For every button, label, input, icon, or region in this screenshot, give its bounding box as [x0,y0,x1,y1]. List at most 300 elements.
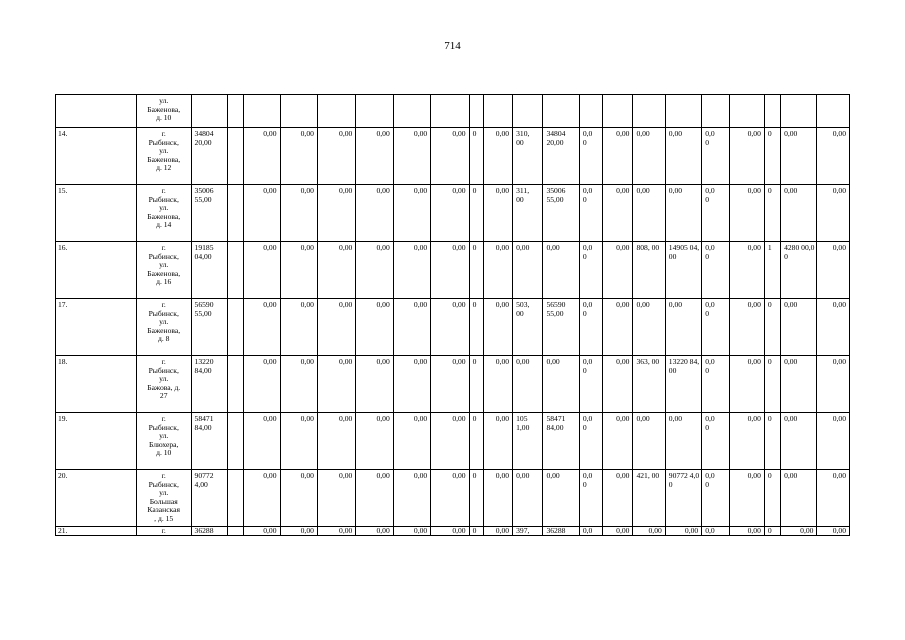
cell-c17-line: 0 [705,137,709,147]
cell-c18: 0,00 [729,242,764,299]
cell-address-line: Баженова, [147,211,181,221]
cell-total-line: 13220 [194,357,214,366]
cell-address-line: г. [161,357,166,366]
cell-address-line: Рыбинск, [148,308,179,318]
cell-c12-line: 0,00 [546,357,560,366]
cell-c7: 0,00 [393,242,430,299]
cell-c11-line: 0,00 [516,357,530,366]
cell-address [136,128,191,185]
cell-c11-line: 311, [516,186,530,195]
cell-total [191,356,227,413]
cell-c14: 0,00 [603,185,633,242]
cell-c11-line: 0,00 [516,243,530,252]
cell-total-line: 19185 [194,243,214,252]
cell-empty [633,95,665,128]
cell-empty [317,95,355,128]
cell-address-line: ул. [159,146,169,156]
cell-c13 [579,299,602,356]
cell-empty [543,95,579,128]
cell-empty [665,95,701,128]
cell-c12 [543,299,579,356]
cell-c3: 0,00 [244,128,280,185]
cell-c18: 0,00 [729,527,764,536]
cell-address-line: Рыбинск, [148,365,179,375]
cell-c17-line: 0,0 [705,357,715,366]
cell-c13 [579,242,602,299]
cell-c13-line: 0,0 [582,300,593,309]
cell-empty [431,95,469,128]
cell-c14: 0,00 [603,242,633,299]
cell-c6: 0,00 [356,470,393,527]
cell-c6: 0,00 [356,299,393,356]
cell-c16: 13220 84,00 [665,356,701,413]
cell-c8: 0,00 [431,413,469,470]
cell-address [136,95,191,128]
cell-c5: 0,00 [317,242,355,299]
cell-c7: 0,00 [393,128,430,185]
cell-c19: 0 [764,470,780,527]
cell-c6: 0,00 [356,128,393,185]
cell-c3: 0,00 [244,470,280,527]
cell-c21: 0,00 [817,299,850,356]
cell-address-line: Баженова, [147,325,181,335]
cell-c12-line: 84,00 [546,422,564,432]
cell-total [191,185,227,242]
cell-c8: 0,00 [431,299,469,356]
cell-c10: 0,00 [483,299,512,356]
cell-address-line: ул. [159,374,169,384]
cell-c12-line: 0,00 [546,243,560,252]
cell-c5: 0,00 [317,128,355,185]
cell-c13 [579,356,602,413]
cell-c17-line: 0,0 [705,129,715,138]
cell-address [136,356,191,413]
cell-c15: 363, 00 [633,356,665,413]
cell-c7: 0,00 [393,413,430,470]
cell-c4: 0,00 [280,527,317,536]
cell-c10: 0,00 [483,413,512,470]
cell-address-line: Рыбинск, [148,422,179,432]
cell-c9: 0 [469,527,483,536]
cell-total-line: 58471 [194,414,214,423]
cell-c8: 0,00 [431,470,469,527]
cell-c13-line: 0 [582,365,587,375]
cell-c12 [543,128,579,185]
cell-address-line: д. 14 [156,220,172,230]
cell-blank [227,527,243,536]
cell-total-line: 55,00 [194,194,212,204]
cell-c3: 0,00 [244,242,280,299]
cell-c5: 0,00 [317,356,355,413]
cell-c17-line: 0,0 [705,300,715,309]
cell-c17 [702,413,729,470]
cell-c12-line: 35006 [546,186,566,195]
cell-c20: 0,00 [781,128,817,185]
cell-c11-line: 00 [516,308,524,318]
cell-address-line: д. 12 [156,163,172,173]
cell-c7: 0,00 [393,299,430,356]
table-row [56,95,850,128]
table-row [56,242,850,299]
cell-blank [227,299,243,356]
cell-number: 18. [56,356,137,413]
cell-total-line: 20,00 [194,137,212,147]
cell-c16: 0,00 [665,413,701,470]
cell-c17 [702,242,729,299]
cell-c6: 0,00 [356,413,393,470]
cell-c9: 0 [469,470,483,527]
cell-c15: 0,00 [633,185,665,242]
cell-total-line: 34804 [194,129,214,138]
cell-c21: 0,00 [817,128,850,185]
cell-total [191,299,227,356]
cell-c12-line: 34804 [546,129,566,138]
cell-empty [227,95,243,128]
cell-c13-line: 0 [582,137,587,147]
cell-c9: 0 [469,128,483,185]
cell-address-line: г. [161,471,166,480]
cell-c9: 0 [469,413,483,470]
table-row [56,356,850,413]
cell-c13-line: 0,0 [582,243,593,252]
cell-c17-line: 0 [705,365,709,375]
cell-empty [781,95,817,128]
cell-c11 [513,413,543,470]
cell-total [191,128,227,185]
cell-c12-line: 20,00 [546,137,564,147]
cell-address-line: Баженова, [147,104,181,114]
cell-c11-line: 00 [516,137,524,147]
cell-c13-line: 0,0 [582,414,593,423]
cell-c14: 0,00 [603,527,633,536]
cell-c5: 0,00 [317,470,355,527]
cell-c20: 0,00 [781,356,817,413]
cell-blank [227,470,243,527]
cell-empty [280,95,317,128]
cell-number: 16. [56,242,137,299]
cell-c4: 0,00 [280,299,317,356]
cell-c17-line: 0 [705,479,709,489]
cell-c19: 1 [764,242,780,299]
cell-c11 [513,356,543,413]
cell-address-line: г. [161,414,166,423]
cell-c13 [579,470,602,527]
cell-address-line: Большая [149,496,178,506]
cell-c13-line: 0 [582,308,587,318]
cell-c19: 0 [764,185,780,242]
cell-address-line: д. 10 [156,113,172,123]
cell-c14: 0,00 [603,128,633,185]
cell-empty [603,95,633,128]
cell-c15: 0,00 [633,128,665,185]
cell-c12-line: 56590 [546,300,566,309]
cell-total-line: 56590 [194,300,214,309]
cell-address-line: д. 8 [157,334,170,344]
cell-c18: 0,00 [729,299,764,356]
cell-c10: 0,00 [483,470,512,527]
cell-c11-line: 00 [516,194,524,204]
cell-address-line: ул. [159,260,169,270]
cell-c17: 0,0 [702,527,729,536]
cell-total-line: 84,00 [194,422,212,432]
cell-c12 [543,413,579,470]
cell-c13-line: 0,0 [582,186,593,195]
cell-c20: 0,00 [781,299,817,356]
cell-total-line: 4,00 [194,479,208,489]
cell-address-line: д. 10 [156,448,172,458]
page-number: 714 [444,40,461,52]
cell-c18: 0,00 [729,185,764,242]
table-row [56,299,850,356]
cell-c11 [513,185,543,242]
cell-total-line: 84,00 [194,365,212,375]
cell-c13-line: 0,0 [582,129,593,138]
cell-c10: 0,00 [483,356,512,413]
cell-c17-line: 0,0 [705,186,715,195]
cell-c14: 0,00 [603,356,633,413]
cell-c10: 0,00 [483,242,512,299]
cell-address-line: Рыбинск, [148,251,179,261]
cell-address [136,299,191,356]
cell-total [191,242,227,299]
cell-address-line: Рыбинск, [148,194,179,204]
cell-c12-line: 55,00 [546,194,564,204]
cell-address-line: ул. [159,96,169,105]
cell-total-line: 90772 [194,471,214,480]
cell-c8: 0,00 [431,128,469,185]
cell-address [136,413,191,470]
cell-c4: 0,00 [280,185,317,242]
cell-total-line: 35006 [194,186,214,195]
cell-c3: 0,00 [244,356,280,413]
cell-c15: 0,00 [633,299,665,356]
cell-c3: 0,00 [244,527,280,536]
cell-c15: 0,00 [633,527,665,536]
cell-c6: 0,00 [356,242,393,299]
cell-c5: 0,00 [317,413,355,470]
cell-total: 36288 [191,527,227,536]
cell-c20: 4280 00,00 [781,242,817,299]
cell-c12-line: 0,00 [546,471,560,480]
cell-total-line: 55,00 [194,308,212,318]
cell-c12-line: 58471 [546,414,566,423]
cell-c21: 0,00 [817,185,850,242]
cell-blank [227,413,243,470]
cell-address-line: Рыбинск, [148,479,179,489]
cell-c4: 0,00 [280,470,317,527]
cell-number: 15. [56,185,137,242]
cell-c5: 0,00 [317,185,355,242]
cell-empty [579,95,602,128]
cell-address-line: Баженова, [147,154,181,164]
cell-c12 [543,470,579,527]
cell-c20: 0,00 [781,185,817,242]
cell-blank [227,128,243,185]
cell-c14: 0,00 [603,299,633,356]
cell-c21: 0,00 [817,527,850,536]
cell-c15: 808, 00 [633,242,665,299]
cell-c21: 0,00 [817,356,850,413]
cell-c10: 0,00 [483,527,512,536]
cell-c7: 0,00 [393,185,430,242]
cell-c11 [513,128,543,185]
cell-empty [356,95,393,128]
cell-empty [483,95,512,128]
cell-c17-line: 0 [705,308,709,318]
cell-c17 [702,185,729,242]
cell-c6: 0,00 [356,527,393,536]
cell-number [56,95,137,128]
register-table-body [56,95,850,536]
cell-c21: 0,00 [817,242,850,299]
cell-address-line: Казанская [147,505,180,515]
cell-empty [817,95,850,128]
table-row [56,185,850,242]
cell-address [136,185,191,242]
cell-c17-line: 0 [705,422,709,432]
cell-c12-line: 55,00 [546,308,564,318]
cell-c6: 0,00 [356,185,393,242]
cell-c9: 0 [469,242,483,299]
cell-c20: 0,00 [781,413,817,470]
cell-address-line: Блюхера, [148,439,179,449]
cell-c16: 14905 04,00 [665,242,701,299]
cell-c13-line: 0,0 [582,357,593,366]
cell-c16: 0,00 [665,527,701,536]
cell-empty [702,95,729,128]
cell-address-line: Рыбинск, [148,137,179,147]
cell-blank [227,356,243,413]
cell-c10: 0,00 [483,185,512,242]
cell-c13: 0,0 [579,527,602,536]
cell-c4: 0,00 [280,242,317,299]
cell-c15: 421, 00 [633,470,665,527]
register-table [55,94,850,536]
cell-empty [469,95,483,128]
cell-address: г. [136,527,191,536]
cell-c17-line: 0,0 [705,243,715,252]
cell-address-line: , д. 15 [154,513,174,523]
cell-c18: 0,00 [729,128,764,185]
cell-c17 [702,470,729,527]
cell-c16: 0,00 [665,128,701,185]
cell-c15: 0,00 [633,413,665,470]
cell-empty [244,95,280,128]
cell-c13-line: 0 [582,479,587,489]
cell-address-line: 27 [159,391,168,401]
cell-c17 [702,356,729,413]
cell-number: 21. [56,527,137,536]
cell-c20: 0,00 [781,527,817,536]
cell-c21: 0,00 [817,413,850,470]
cell-address-line: д. 16 [156,277,172,287]
table-row [56,128,850,185]
cell-c13-line: 0 [582,422,587,432]
cell-address [136,242,191,299]
cell-c11 [513,470,543,527]
cell-c12 [543,185,579,242]
cell-number: 17. [56,299,137,356]
cell-total-line: 04,00 [194,251,212,261]
cell-address [136,470,191,527]
cell-c19: 0 [764,413,780,470]
cell-c11: 397, [513,527,543,536]
cell-c7: 0,00 [393,470,430,527]
cell-c12 [543,242,579,299]
cell-c18: 0,00 [729,470,764,527]
cell-c11-line: 105 [516,414,528,423]
cell-c4: 0,00 [280,356,317,413]
cell-c5: 0,00 [317,299,355,356]
cell-number: 20. [56,470,137,527]
cell-c13 [579,185,602,242]
cell-c14: 0,00 [603,413,633,470]
cell-c13-line: 0,0 [582,471,593,480]
cell-c9: 0 [469,185,483,242]
cell-c14: 0,00 [603,470,633,527]
cell-c3: 0,00 [244,185,280,242]
cell-c8: 0,00 [431,242,469,299]
cell-c8: 0,00 [431,356,469,413]
cell-c11-line: 310, [516,129,530,138]
cell-address-line: г. [161,129,166,138]
cell-total [191,413,227,470]
cell-c13-line: 0 [582,194,587,204]
cell-c19: 0 [764,527,780,536]
cell-blank [227,242,243,299]
cell-address-line: Баженова, [147,268,181,278]
cell-empty [764,95,780,128]
cell-c4: 0,00 [280,413,317,470]
cell-address-line: ул. [159,317,169,327]
cell-c19: 0 [764,299,780,356]
cell-c4: 0,00 [280,128,317,185]
cell-address-line: ул. [159,431,169,441]
cell-c7: 0,00 [393,356,430,413]
cell-c18: 0,00 [729,356,764,413]
cell-c11-line: 1,00 [516,422,530,432]
cell-c12 [543,356,579,413]
cell-c19: 0 [764,356,780,413]
cell-c19: 0 [764,128,780,185]
cell-number: 19. [56,413,137,470]
cell-c8: 0,00 [431,527,469,536]
cell-empty [513,95,543,128]
cell-c11 [513,299,543,356]
cell-address-line: Бажова, д. [147,382,181,392]
cell-c17-line: 0 [705,251,709,261]
cell-number: 14. [56,128,137,185]
cell-address-line: г. [161,186,166,195]
cell-c21: 0,00 [817,470,850,527]
cell-total [191,470,227,527]
table-row [56,527,850,536]
cell-c11-line: 503, [516,300,530,309]
cell-c20: 0,00 [781,470,817,527]
cell-address-line: ул. [159,488,169,498]
cell-c5: 0,00 [317,527,355,536]
cell-c6: 0,00 [356,356,393,413]
cell-address-line: г. [161,300,166,309]
cell-address-line: г. [161,243,166,252]
cell-c9: 0 [469,356,483,413]
cell-c12: 36288 [543,527,579,536]
cell-c10: 0,00 [483,128,512,185]
cell-c3: 0,00 [244,413,280,470]
cell-c11-line: 0,00 [516,471,530,480]
cell-empty [393,95,430,128]
cell-c16: 0,00 [665,299,701,356]
